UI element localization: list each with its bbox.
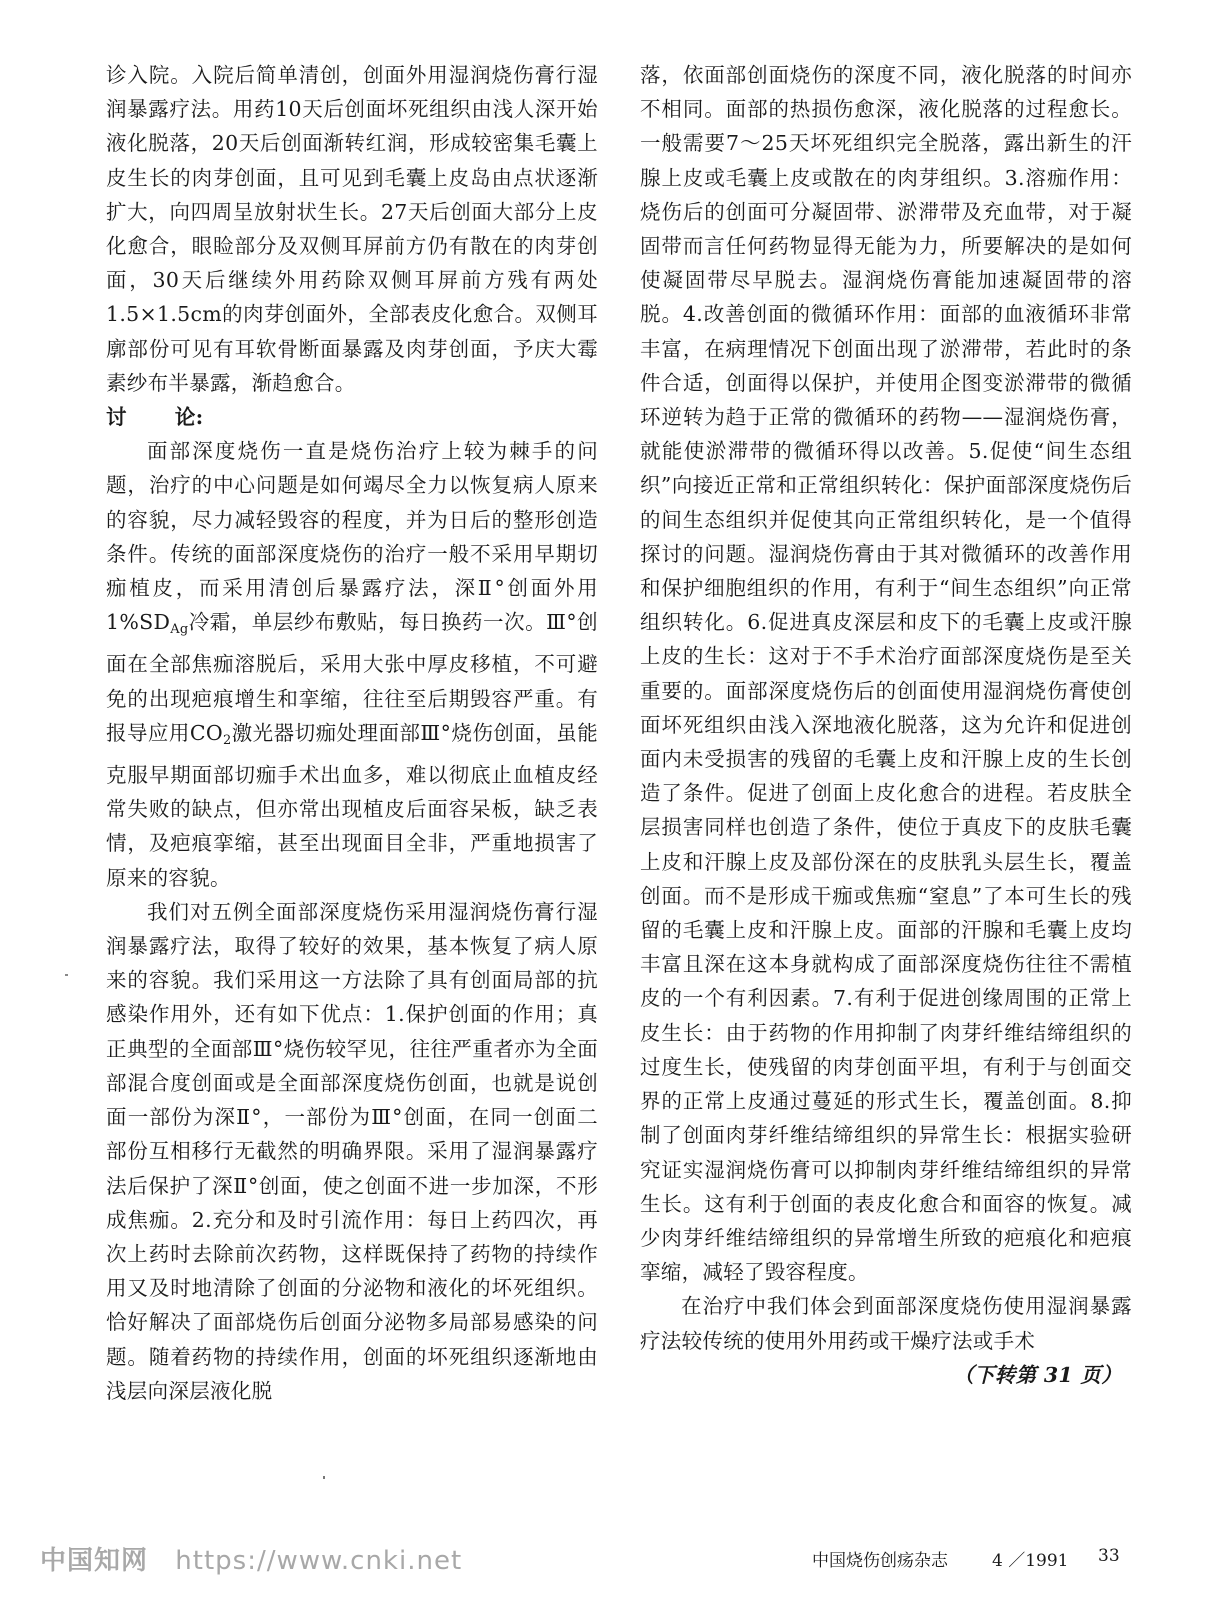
heading-char-1: 讨 — [106, 405, 127, 430]
footer-issue: 4 ／1991 — [992, 1551, 1069, 1571]
footer-page-number: 33 — [1098, 1546, 1120, 1566]
continued-note: （下转第 31 页） — [953, 1362, 1122, 1387]
left-paragraph-2-part-c: 激光器切痂处理面部Ⅲ°烧伤创面，虽能克服早期面部切痂手术出血多，难以彻底止血植皮经常失败的缺点，但亦常出现植皮后面容呆板，缺乏表情，及疤痕挛缩，甚至出现面目全非，严重地损害了原来的容貌。 — [106, 720, 598, 890]
right-paragraph-1: 落，依面部创面烧伤的深度不同，液化脱落的时间亦不相同。面部的热损伤愈深，液化脱落的过程愈长。一般需要7～25天坏死组织完全脱落，露出新生的汗腺上皮或毛囊上皮或散在的肉芽组织。3.溶痂作用：烧伤后的创面可分凝固带、淤滞带及充血带，对于凝固带而言任何药物显得无能为力，所要解决的是如何使凝固带尽早脱去。湿润烧伤膏能加速凝固带的溶脱。4.改善创面的微循环作用：面部的血液循环非常丰富，在病理情况下创面出现了淤滞带，若此时的条件合适，创面得以保护，并使用企图变淤滞带的微循环逆转为趋于正常的微循环的药物——湿润烧伤膏，就能使淤滞带的微循环得以改善。5.促使“间生态组织”向接近正常和正常组织转化：保护面部深度烧伤后的间生态组织并促使其向正常组织转化，是一个值得探讨的问题。湿润烧伤膏由于其对微循环的改善作用和保护细胞组织的作用，有利于“间生态组织”向正常组织转化。6.促进真皮深层和皮下的毛囊上皮或汗腺上皮的生长：这对于不手术治疗面部深度烧伤是至关重要的。面部深度烧伤后的创面使用湿润烧伤膏使创面坏死组织由浅入深地液化脱落，这为允许和促进创面内未受损害的残留的毛囊上皮和汗腺上皮的生长创造了条件。促进了创面上皮化愈合的进程。若皮肤全层损害同样也创造了条件，使位于真皮下的皮肤毛囊上皮和汗腺上皮及部份深在的皮肤乳头层生长，覆盖创面。而不是形成干痂或焦痂“窒息”了本可生长的残留的毛囊上皮和汗腺上皮。面部的汗腺和毛囊上皮均丰富且深在这本身就构成了面部深度烧伤往往不需植皮的一个有利因素。7.有利于促进创缘周围的正常上皮生长：由于药物的作用抑制了肉芽纤维结缔组织的过度生长，使残留的肉芽创面平坦，有利于与创面交界的正常上皮通过蔓延的形式生长，覆盖创面。8.抑制了创面肉芽纤维结缔组织的异常生长：根据实验研究证实湿润烧伤膏可以抑制肉芽纤维结缔组织的异常生长。这有利于创面的表皮化愈合和面容的恢复。减少肉芽纤维结缔组织的异常增生所致的疤痕化和疤痕挛缩，减轻了毁容程度。 — [640, 63, 1132, 1285]
watermark-logo: 中国知网 — [40, 1546, 149, 1576]
cnki-watermark — [40, 1540, 462, 1577]
right-paragraph-2: 在治疗中我们体会到面部深度烧伤使用湿润暴露疗法较传统的使用外用药或干燥疗法或手术 — [640, 1294, 1132, 1353]
left-paragraph-1: 诊入院。入院后简单清创，创面外用湿润烧伤膏行湿润暴露疗法。用药10天后创面坏死组织由浅人深开始液化脱落，20天后创面渐转红润，形成较密集毛囊上皮生长的肉芽创面，且可见到毛囊上皮岛由点状逐渐扩大，向四周呈放射状生长。27天后创面大部分上皮化愈合，眼睑部分及双侧耳屏前方仍有散在的肉芽创面，30天后继续外用药除双侧耳屏前方残有两处1.5×1.5cm的肉芽创面外，全部表皮化愈合。双侧耳廓部份可见有耳软骨断面暴露及肉芽创面，予庆大霉素纱布半暴露，渐趋愈合。 — [106, 63, 598, 395]
left-paragraph-3: 我们对五例全面部深度烧伤采用湿润烧伤膏行湿润暴露疗法，取得了较好的效果，基本恢复了病人原来的容貌。我们采用这一方法除了具有创面局部的抗感染作用外，还有如下优点：1.保护创面的作用；真正典型的全面部Ⅲ°烧伤较罕见，往往严重者亦为全面部混合度创面或是全面部深度烧伤创面，也就是说创面一部份为深Ⅱ°，一部份为Ⅲ°创面，在同一创面二部份互相移行无截然的明确界限。采用了湿润暴露疗法后保护了深Ⅱ°创面，使之创面不进一步加深，不形成焦痂。2.充分和及时引流作用：每日上药四次，再次上药时去除前次药物，这样既保持了药物的持续作用又及时地清除了创面的分泌物和液化的坏死组织。恰好解决了面部烧伤后创面分泌物多局部易感染的问题。随着药物的持续作用，创面的坏死组织逐渐地由浅层向深层液化脱 — [106, 899, 598, 1403]
subscript-ag: Ag — [170, 622, 189, 638]
left-paragraph-2 — [106, 434, 598, 895]
heading-char-2: 论: — [174, 405, 204, 430]
footer-journal-name: 中国烧伤创疡杂志 — [812, 1551, 948, 1571]
left-paragraph-2-part-b: 冷霜，单层纱布敷贴，每日换药一次。Ⅲ°创面在全部焦痂溶脱后，采用大张中厚皮移植，不可避免的出现疤痕增生和挛缩，往往至后期毁容严重。有报导应用CO — [106, 610, 598, 745]
left-column — [106, 58, 598, 1408]
scan-speck — [323, 1476, 325, 1479]
subscript-2: 2 — [222, 732, 232, 748]
watermark-url: https://www.cnki.net — [175, 1546, 463, 1576]
left-paragraph-2-part-a: 面部深度烧伤一直是烧伤治疗上较为棘手的问题，治疗的中心问题是如何竭尽全力以恢复病人原来的容貌，尽力减轻毁容的程度，并为日后的整形创造条件。传统的面部深度烧伤的治疗一般不采用早期切痂植皮，而采用清创后暴露疗法，深Ⅱ°创面外用1%SD — [106, 439, 598, 635]
scan-speck — [65, 974, 68, 976]
section-heading-discussion — [106, 400, 598, 434]
right-column — [640, 58, 1132, 1392]
